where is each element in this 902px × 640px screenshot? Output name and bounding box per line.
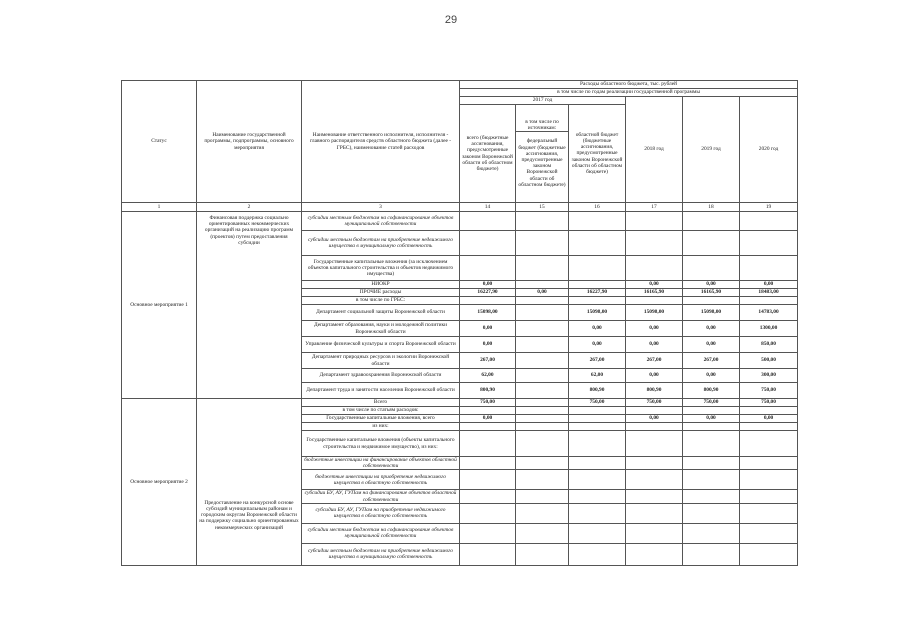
value-cell <box>569 407 626 415</box>
row-label: бюджетные инвестиции на приобретение недвижимого имущества в областную собственность <box>302 470 460 490</box>
value-cell: 0,00 <box>626 337 683 353</box>
value-cell: 750,00 <box>740 399 798 407</box>
value-cell <box>626 523 683 543</box>
value-cell <box>569 281 626 289</box>
value-cell: 62,00 <box>569 369 626 383</box>
value-cell <box>626 231 683 256</box>
column-index-cell: 19 <box>740 203 798 212</box>
value-cell <box>740 523 798 543</box>
value-cell: 62,00 <box>460 369 516 383</box>
header-status: Статус <box>122 81 197 203</box>
value-cell <box>516 423 569 431</box>
value-cell: 0,00 <box>626 415 683 423</box>
value-cell <box>516 369 569 383</box>
value-cell: 850,00 <box>740 337 798 353</box>
row-label: ПРОЧИЕ расходы <box>302 289 460 297</box>
value-cell: 750,00 <box>569 399 626 407</box>
value-cell <box>626 470 683 490</box>
value-cell: 0,00 <box>683 415 740 423</box>
header-col-total: всего (бюджетные ассигнования, предусмотренные законом Воронежской области об областном бюджете) <box>460 105 516 203</box>
value-cell: 800,90 <box>569 383 626 399</box>
value-cell <box>516 305 569 321</box>
block-main-activity-2 <box>122 399 798 566</box>
column-index-cell: 14 <box>460 203 516 212</box>
value-cell: 750,00 <box>683 399 740 407</box>
value-cell <box>569 457 626 470</box>
value-cell <box>683 256 740 281</box>
value-cell <box>569 415 626 423</box>
value-cell: 0,00 <box>460 415 516 423</box>
value-cell <box>626 256 683 281</box>
row-label: бюджетные инвестиции на финансирование объектов областной собственности <box>302 457 460 470</box>
value-cell: 0,00 <box>626 369 683 383</box>
value-cell: 800,90 <box>626 383 683 399</box>
value-cell: 267,00 <box>626 353 683 369</box>
value-cell: 500,00 <box>740 353 798 369</box>
value-cell <box>516 490 569 503</box>
value-cell: 15098,00 <box>683 305 740 321</box>
value-cell <box>460 457 516 470</box>
value-cell: 750,00 <box>740 383 798 399</box>
value-cell: 750,00 <box>460 399 516 407</box>
value-cell <box>626 490 683 503</box>
value-cell <box>516 383 569 399</box>
column-index-row <box>122 203 798 212</box>
value-cell: 0,00 <box>683 369 740 383</box>
header-expenses: Расходы областного бюджета, тыс. рублей <box>460 81 798 89</box>
value-cell: 0,00 <box>516 289 569 297</box>
table-row <box>122 212 798 231</box>
value-cell <box>460 503 516 523</box>
value-cell <box>683 231 740 256</box>
value-cell <box>740 543 798 565</box>
value-cell <box>569 297 626 305</box>
value-cell <box>460 297 516 305</box>
value-cell <box>516 256 569 281</box>
value-cell <box>516 297 569 305</box>
value-cell <box>569 423 626 431</box>
value-cell <box>516 407 569 415</box>
value-cell <box>460 431 516 457</box>
value-cell <box>516 281 569 289</box>
value-cell: 14783,00 <box>740 305 798 321</box>
header-2018: 2018 год <box>626 97 683 203</box>
value-cell <box>569 490 626 503</box>
value-cell: 0,00 <box>569 337 626 353</box>
value-cell: 0,00 <box>740 415 798 423</box>
row-label: субсидии местным бюджетам на приобретение недвижимого имущества в муниципальную собственность <box>302 543 460 565</box>
value-cell <box>516 523 569 543</box>
value-cell <box>683 457 740 470</box>
value-cell <box>626 457 683 470</box>
value-cell: 18483,00 <box>740 289 798 297</box>
value-cell <box>740 407 798 415</box>
value-cell: 800,90 <box>460 383 516 399</box>
row-label: в том числе по ГРБС: <box>302 297 460 305</box>
value-cell <box>569 470 626 490</box>
value-cell <box>460 231 516 256</box>
value-cell <box>516 231 569 256</box>
row-label: субсидии местным бюджетам на софинансирование объектов муниципальной собственности <box>302 212 460 231</box>
value-cell <box>460 407 516 415</box>
value-cell <box>516 399 569 407</box>
value-cell <box>516 470 569 490</box>
row-label: Департамент социальной защиты Воронежской области <box>302 305 460 321</box>
value-cell <box>569 212 626 231</box>
row-label: Департамент труда и занятости населения Воронежской области <box>302 383 460 399</box>
value-cell: 0,00 <box>626 281 683 289</box>
row-label: Государственные капитальные вложения (за исключением объектов капитального строительства и объектов недвижимого имущества) <box>302 256 460 281</box>
row-label: Департамент образования, науки и молодежной политики Воронежской области <box>302 321 460 337</box>
value-cell <box>740 256 798 281</box>
value-cell <box>516 457 569 470</box>
row-label: субсидии БУ, АУ, ГУПам на финансирование объектов областной собственности <box>302 490 460 503</box>
row-label: Управление физической культуры и спорта Воронежской области <box>302 337 460 353</box>
value-cell <box>683 407 740 415</box>
value-cell: 750,00 <box>626 399 683 407</box>
budget-table <box>121 80 798 566</box>
page-number: 29 <box>444 14 458 26</box>
header-col-federal: в том числе по источникам: федеральный бюджет (бюджетные ассигнования, предусмотренные законом Воронежской области об областном бюджете) <box>516 105 569 203</box>
value-cell <box>516 321 569 337</box>
value-cell: 16165,90 <box>626 289 683 297</box>
value-cell: 0,00 <box>740 281 798 289</box>
row-program-name: Предоставление на конкурсной основе субсидий муниципальным районам и городским округам Воронежской области на поддержку социально ориентированных некоммерческих организаций <box>197 399 302 566</box>
value-cell: 800,90 <box>683 383 740 399</box>
value-cell <box>626 543 683 565</box>
value-cell: 15098,00 <box>460 305 516 321</box>
column-index-cell: 17 <box>626 203 683 212</box>
value-cell: 0,00 <box>626 321 683 337</box>
value-cell <box>626 212 683 231</box>
column-index-cell: 3 <box>302 203 460 212</box>
value-cell <box>683 503 740 523</box>
column-index-cell: 1 <box>122 203 197 212</box>
value-cell: 0,00 <box>460 281 516 289</box>
header-executor: Наименование ответственного исполнителя, исполнителя - главного распорядителя средств областного бюджета (далее - ГРБС), наименование статей расходов <box>302 81 460 203</box>
row-label: субсидии местным бюджетам на приобретение недвижимого имущества в муниципальную собственность <box>302 231 460 256</box>
value-cell <box>569 231 626 256</box>
value-cell <box>516 431 569 457</box>
value-cell <box>683 423 740 431</box>
value-cell <box>626 503 683 523</box>
value-cell <box>569 256 626 281</box>
row-label: в том числе по статьям расходов: <box>302 407 460 415</box>
row-program-name: Финансовая поддержка социально ориентированных некоммерческих организаций на реализацию программ (проектов) путем предоставления субсидии <box>197 212 302 399</box>
value-cell: 0,00 <box>683 337 740 353</box>
value-cell <box>626 423 683 431</box>
value-cell <box>626 407 683 415</box>
value-cell <box>516 212 569 231</box>
value-cell <box>740 503 798 523</box>
value-cell: 0,00 <box>460 321 516 337</box>
column-index-cell: 16 <box>569 203 626 212</box>
value-cell: 16227,90 <box>569 289 626 297</box>
value-cell <box>626 431 683 457</box>
value-cell <box>683 543 740 565</box>
column-index-cell: 2 <box>197 203 302 212</box>
value-cell <box>683 297 740 305</box>
value-cell <box>569 503 626 523</box>
value-cell: 1300,00 <box>740 321 798 337</box>
row-label: из них: <box>302 423 460 431</box>
value-cell <box>683 431 740 457</box>
row-label: Департамент природных ресурсов и экологии Воронежской области <box>302 353 460 369</box>
row-label: НИОКР <box>302 281 460 289</box>
value-cell <box>683 470 740 490</box>
value-cell <box>683 212 740 231</box>
value-cell <box>626 297 683 305</box>
value-cell: 267,00 <box>460 353 516 369</box>
value-cell <box>460 256 516 281</box>
value-cell: 267,00 <box>569 353 626 369</box>
column-index-cell: 18 <box>683 203 740 212</box>
header-col-regional: областной бюджет (бюджетные ассигнования, предусмотренные законом Воронежской области об областном бюджете) <box>569 105 626 203</box>
row-label: Государственные капитальные вложения (объекты капитального строительства и недвижимое имущество), из них: <box>302 431 460 457</box>
header-2020: 2020 год <box>740 97 798 203</box>
value-cell: 0,00 <box>683 321 740 337</box>
value-cell: 0,00 <box>569 321 626 337</box>
value-cell <box>683 523 740 543</box>
header-year-2017: 2017 год <box>460 97 626 105</box>
value-cell <box>740 423 798 431</box>
value-cell <box>740 490 798 503</box>
value-cell: 300,00 <box>740 369 798 383</box>
header-program-name: Наименование государственной программы, подпрограммы, основного мероприятия <box>197 81 302 203</box>
value-cell: 16165,90 <box>683 289 740 297</box>
value-cell <box>740 297 798 305</box>
value-cell: 0,00 <box>460 337 516 353</box>
row-label: Государственные капитальные вложения, всего <box>302 415 460 423</box>
value-cell <box>516 503 569 523</box>
value-cell <box>740 457 798 470</box>
value-cell <box>516 415 569 423</box>
value-cell: 15098,00 <box>569 305 626 321</box>
header-by-years: в том числе по годам реализации государственной программы <box>460 89 798 97</box>
value-cell <box>516 543 569 565</box>
row-status: Основное мероприятие 1 <box>122 212 197 399</box>
column-index-cell: 15 <box>516 203 569 212</box>
table-row <box>122 399 798 407</box>
value-cell <box>740 231 798 256</box>
value-cell <box>460 470 516 490</box>
header-by-sources: в том числе по источникам: <box>516 119 568 132</box>
block-main-activity-1 <box>122 212 798 399</box>
value-cell <box>460 212 516 231</box>
value-cell <box>460 543 516 565</box>
value-cell <box>569 523 626 543</box>
value-cell: 267,00 <box>683 353 740 369</box>
value-cell: 0,00 <box>683 281 740 289</box>
value-cell <box>740 431 798 457</box>
value-cell <box>516 337 569 353</box>
value-cell <box>460 523 516 543</box>
row-label: субсидии местным бюджетам на софинансирование объектов муниципальной собственности <box>302 523 460 543</box>
value-cell <box>740 470 798 490</box>
value-cell <box>460 490 516 503</box>
row-status: Основное мероприятие 2 <box>122 399 197 566</box>
value-cell <box>683 490 740 503</box>
row-label: Всего <box>302 399 460 407</box>
value-cell <box>569 543 626 565</box>
value-cell <box>569 431 626 457</box>
value-cell: 16227,90 <box>460 289 516 297</box>
row-label: субсидии БУ, АУ, ГУПам на приобретение недвижимого имущества в областную собственность <box>302 503 460 523</box>
value-cell <box>516 353 569 369</box>
header-2019: 2019 год <box>683 97 740 203</box>
value-cell <box>460 423 516 431</box>
row-label: Департамент здравоохранения Воронежской области <box>302 369 460 383</box>
value-cell: 15098,00 <box>626 305 683 321</box>
value-cell <box>740 212 798 231</box>
